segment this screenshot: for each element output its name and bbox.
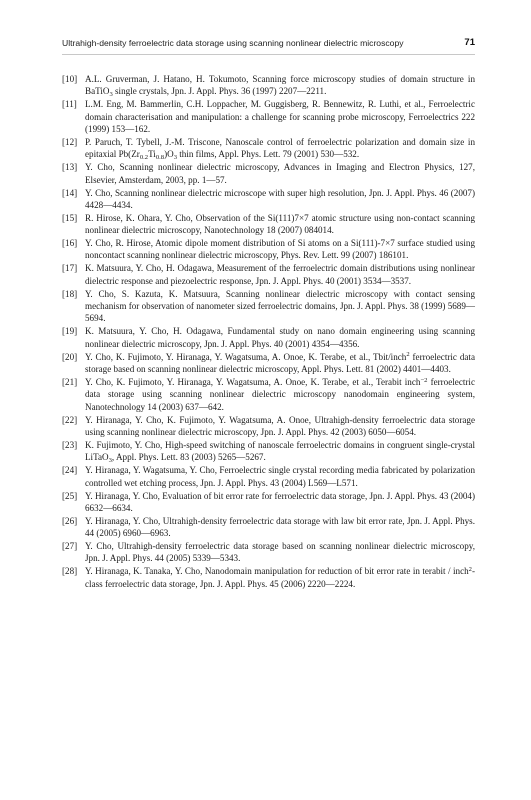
reference-text-run: , Appl. Phys. Lett. 83 (2003) 5265—5267. xyxy=(111,452,266,463)
reference-number: [22] xyxy=(62,414,78,425)
reference-entry xyxy=(62,376,475,413)
reference-entry xyxy=(62,161,475,186)
reference-text xyxy=(85,464,475,489)
reference-text-run: ferroelectric data storage based on scanning nonlinear dielectric microscopy, Appl. Phys. Lett. 81 (2002) 4401—4403. xyxy=(85,351,475,374)
reference-entry xyxy=(62,136,475,161)
reference-text xyxy=(85,565,475,590)
reference-text-run: Y. Hiranaga, Y. Cho, K. Fujimoto, Y. Wagatsuma, A. Onoe, Ultrahigh-density ferroelectric data storage using scanning nonlinear dielectric microscopy, Jpn. J. Appl. Phys. 42 (2003) 6050—6054. xyxy=(85,414,475,437)
reference-number: [17] xyxy=(62,263,78,274)
reference-number: [28] xyxy=(62,566,78,577)
reference-text-run: Y. Hiranaga, Y. Cho, Evaluation of bit error rate for ferroelectric data storage, Jpn. J. Appl. Phys. 43 (2004) 6632—6634. xyxy=(85,490,475,513)
reference-number: [23] xyxy=(62,439,78,450)
reference-entry xyxy=(62,439,475,464)
reference-entry xyxy=(62,464,475,489)
reference-number: [26] xyxy=(62,515,78,526)
reference-text-run: )O xyxy=(164,149,174,160)
reference-entry xyxy=(62,73,475,98)
reference-text-run: A.L. Gruverman, J. Hatano, H. Tokumoto, Scanning force microscopy studies of domain structure in BaTiO xyxy=(85,74,475,97)
reference-text xyxy=(85,439,475,464)
reference-text-run: -class ferroelectric data storage, Jpn. J. Appl. Phys. 45 (2006) 2220—2224. xyxy=(85,566,475,589)
reference-text xyxy=(85,540,475,565)
reference-number: [12] xyxy=(62,136,78,147)
reference-text xyxy=(85,325,475,350)
reference-text-run: Y. Cho, R. Hirose, Atomic dipole moment distribution of Si atoms on a Si(111)-7×7 surface studied using noncontact scanning nonlinear dielectric microscopy, Phys. Rev. Lett. 99 (2007) 186101. xyxy=(85,238,475,261)
reference-entry xyxy=(62,212,475,237)
reference-text-run: Y. Cho, Scanning nonlinear dielectric microscope with super high resolution, Jpn. J. Appl. Phys. 46 (2007) 4428—4434. xyxy=(85,187,475,210)
reference-text xyxy=(85,98,475,135)
reference-number: [18] xyxy=(62,288,78,299)
reference-number: [25] xyxy=(62,490,78,501)
reference-text-run: Y. Cho, S. Kazuta, K. Matsuura, Scanning nonlinear dielectric microscopy with contact sensing mechanism for observation of nanometer sized ferroelectric domains, Jpn. J. Appl. Phys. 38 (1999) 5689—5694. xyxy=(85,288,475,324)
reference-text-run: ferroelectric data storage using scanning nonlinear dielectric microscopy nanodomain engineering system, Nanotechnology 14 (2003) 637—642. xyxy=(85,377,475,412)
reference-entry xyxy=(62,540,475,565)
reference-number: [13] xyxy=(62,162,78,173)
reference-entry xyxy=(62,351,475,376)
reference-text-run: Y. Cho, Ultrahigh-density ferroelectric data storage based on scanning nonlinear dielectric microscopy, Jpn. J. Appl. Phys. 44 (2005) 5339—5343. xyxy=(85,541,475,564)
reference-text xyxy=(85,515,475,540)
reference-text-run: Y. Cho, K. Fujimoto, Y. Hiranaga, Y. Wagatsuma, A. Onoe, K. Terabe, et al., Tbit/inch xyxy=(85,351,407,362)
reference-number: [21] xyxy=(62,377,78,387)
reference-text-run: Y. Hiranaga, Y. Wagatsuma, Y. Cho, Ferroelectric single crystal recording media fabricated by polarization controlled wet etching process, Jpn. J. Appl. Phys. 43 (2004) L569—L571. xyxy=(85,465,475,488)
reference-entry xyxy=(62,237,475,262)
reference-text-run: K. Fujimoto, Y. Cho, High-speed switching of nanoscale ferroelectric domains in congruent single-crystal LiTaO xyxy=(85,439,475,463)
reference-number: [24] xyxy=(62,465,78,476)
reference-entry xyxy=(62,565,475,590)
reference-text-run: Y. Hiranaga, K. Tanaka, Y. Cho, Nanodomain manipulation for reduction of bit error rate in terabit / inch xyxy=(85,566,469,577)
reference-text-run: P. Paruch, T. Tybell, J.-M. Triscone, Nanoscale control of ferroelectric polarization and domain size in epitaxial Pb(Zr xyxy=(85,136,475,160)
running-title: Ultrahigh-density ferroelectric data storage using scanning nonlinear dielectric microscopy xyxy=(62,38,404,48)
reference-number: [27] xyxy=(62,541,78,552)
reference-text-run: L.M. Eng, M. Bammerlin, C.H. Loppacher, M. Guggisberg, R. Bennewitz, R. Luthi, et al., Ferroelectric domain characterisation and manipulation: a challenge for scanning probe microscopy, Ferroelectrics 222 (1999) 153—162. xyxy=(85,99,475,134)
reference-text xyxy=(85,161,475,186)
reference-text xyxy=(85,414,475,439)
reference-text xyxy=(85,73,475,98)
subscript: 0.2 xyxy=(139,154,149,162)
reference-text xyxy=(85,136,475,161)
reference-text xyxy=(85,490,475,515)
subscript: 3 xyxy=(173,154,177,162)
page-number: 71 xyxy=(464,37,475,48)
reference-text-run: Y. Hiranaga, Y. Cho, Ultrahigh-density ferroelectric data storage with law bit error rate, Jpn. J. Appl. Phys. 44 (2005) 6960—6963. xyxy=(85,515,475,539)
reference-text xyxy=(85,212,475,237)
reference-text-run: R. Hirose, K. Ohara, Y. Cho, Observation of the Si(111)7×7 atomic structure using non-contact scanning nonlinear dielectric microscopy, Nanotechnology 18 (2007) 084014. xyxy=(85,212,475,236)
reference-entry xyxy=(62,262,475,287)
superscript: −2 xyxy=(420,376,428,384)
reference-text xyxy=(85,187,475,212)
reference-number: [11] xyxy=(62,99,77,110)
reference-text xyxy=(85,262,475,287)
reference-text-run: K. Matsuura, Y. Cho, H. Odagawa, Measurement of the ferroelectric domain distributions using nonlinear dielectric response and piezoelectric response, Jpn. J. Appl. Phys. 40 (2001) 3534—3537. xyxy=(85,263,475,286)
subscript: 3 xyxy=(108,457,112,465)
reference-list xyxy=(62,73,475,591)
reference-text-run: K. Matsuura, Y. Cho, H. Odagawa, Fundamental study on nano domain engineering using scanning nonlinear dielectric microscopy, Jpn. J. Appl. Phys. 40 (2001) 4354—4356. xyxy=(85,326,475,349)
reference-entry xyxy=(62,187,475,212)
subscript: 0.8 xyxy=(155,154,165,162)
reference-entry xyxy=(62,490,475,515)
reference-number: [19] xyxy=(62,326,78,337)
reference-entry xyxy=(62,414,475,439)
reference-text xyxy=(85,351,475,376)
reference-entry xyxy=(62,98,475,135)
reference-text-run: thin films, Appl. Phys. Lett. 79 (2001) 530—532. xyxy=(176,149,360,160)
superscript: 2 xyxy=(406,351,410,359)
reference-entry xyxy=(62,515,475,540)
reference-number: [14] xyxy=(62,187,78,198)
reference-text-run: Ti xyxy=(148,149,156,160)
reference-entry xyxy=(62,325,475,350)
subscript: 3 xyxy=(109,91,113,99)
reference-text xyxy=(85,288,475,325)
reference-number: [16] xyxy=(62,238,78,249)
reference-entry xyxy=(62,288,475,325)
reference-text-run: Y. Cho, Scanning nonlinear dielectric microscopy, Advances in Imaging and Electron Physics, 127, Elsevier, Amsterdam, 2003, pp. 1—57. xyxy=(85,162,475,185)
reference-text-run: single crystals, Jpn. J. Appl. Phys. 36 (1997) 2207—2211. xyxy=(112,86,327,97)
header-rule xyxy=(62,54,475,55)
reference-text xyxy=(85,237,475,262)
superscript: 2 xyxy=(468,565,472,573)
reference-text-run: Y. Cho, K. Fujimoto, Y. Hiranaga, Y. Wagatsuma, A. Onoe, K. Terabe, et al., Terabit inch xyxy=(85,377,421,387)
reference-number: [10] xyxy=(62,74,78,84)
reference-text xyxy=(85,376,475,413)
reference-number: [15] xyxy=(62,212,78,223)
reference-number: [20] xyxy=(62,351,78,362)
